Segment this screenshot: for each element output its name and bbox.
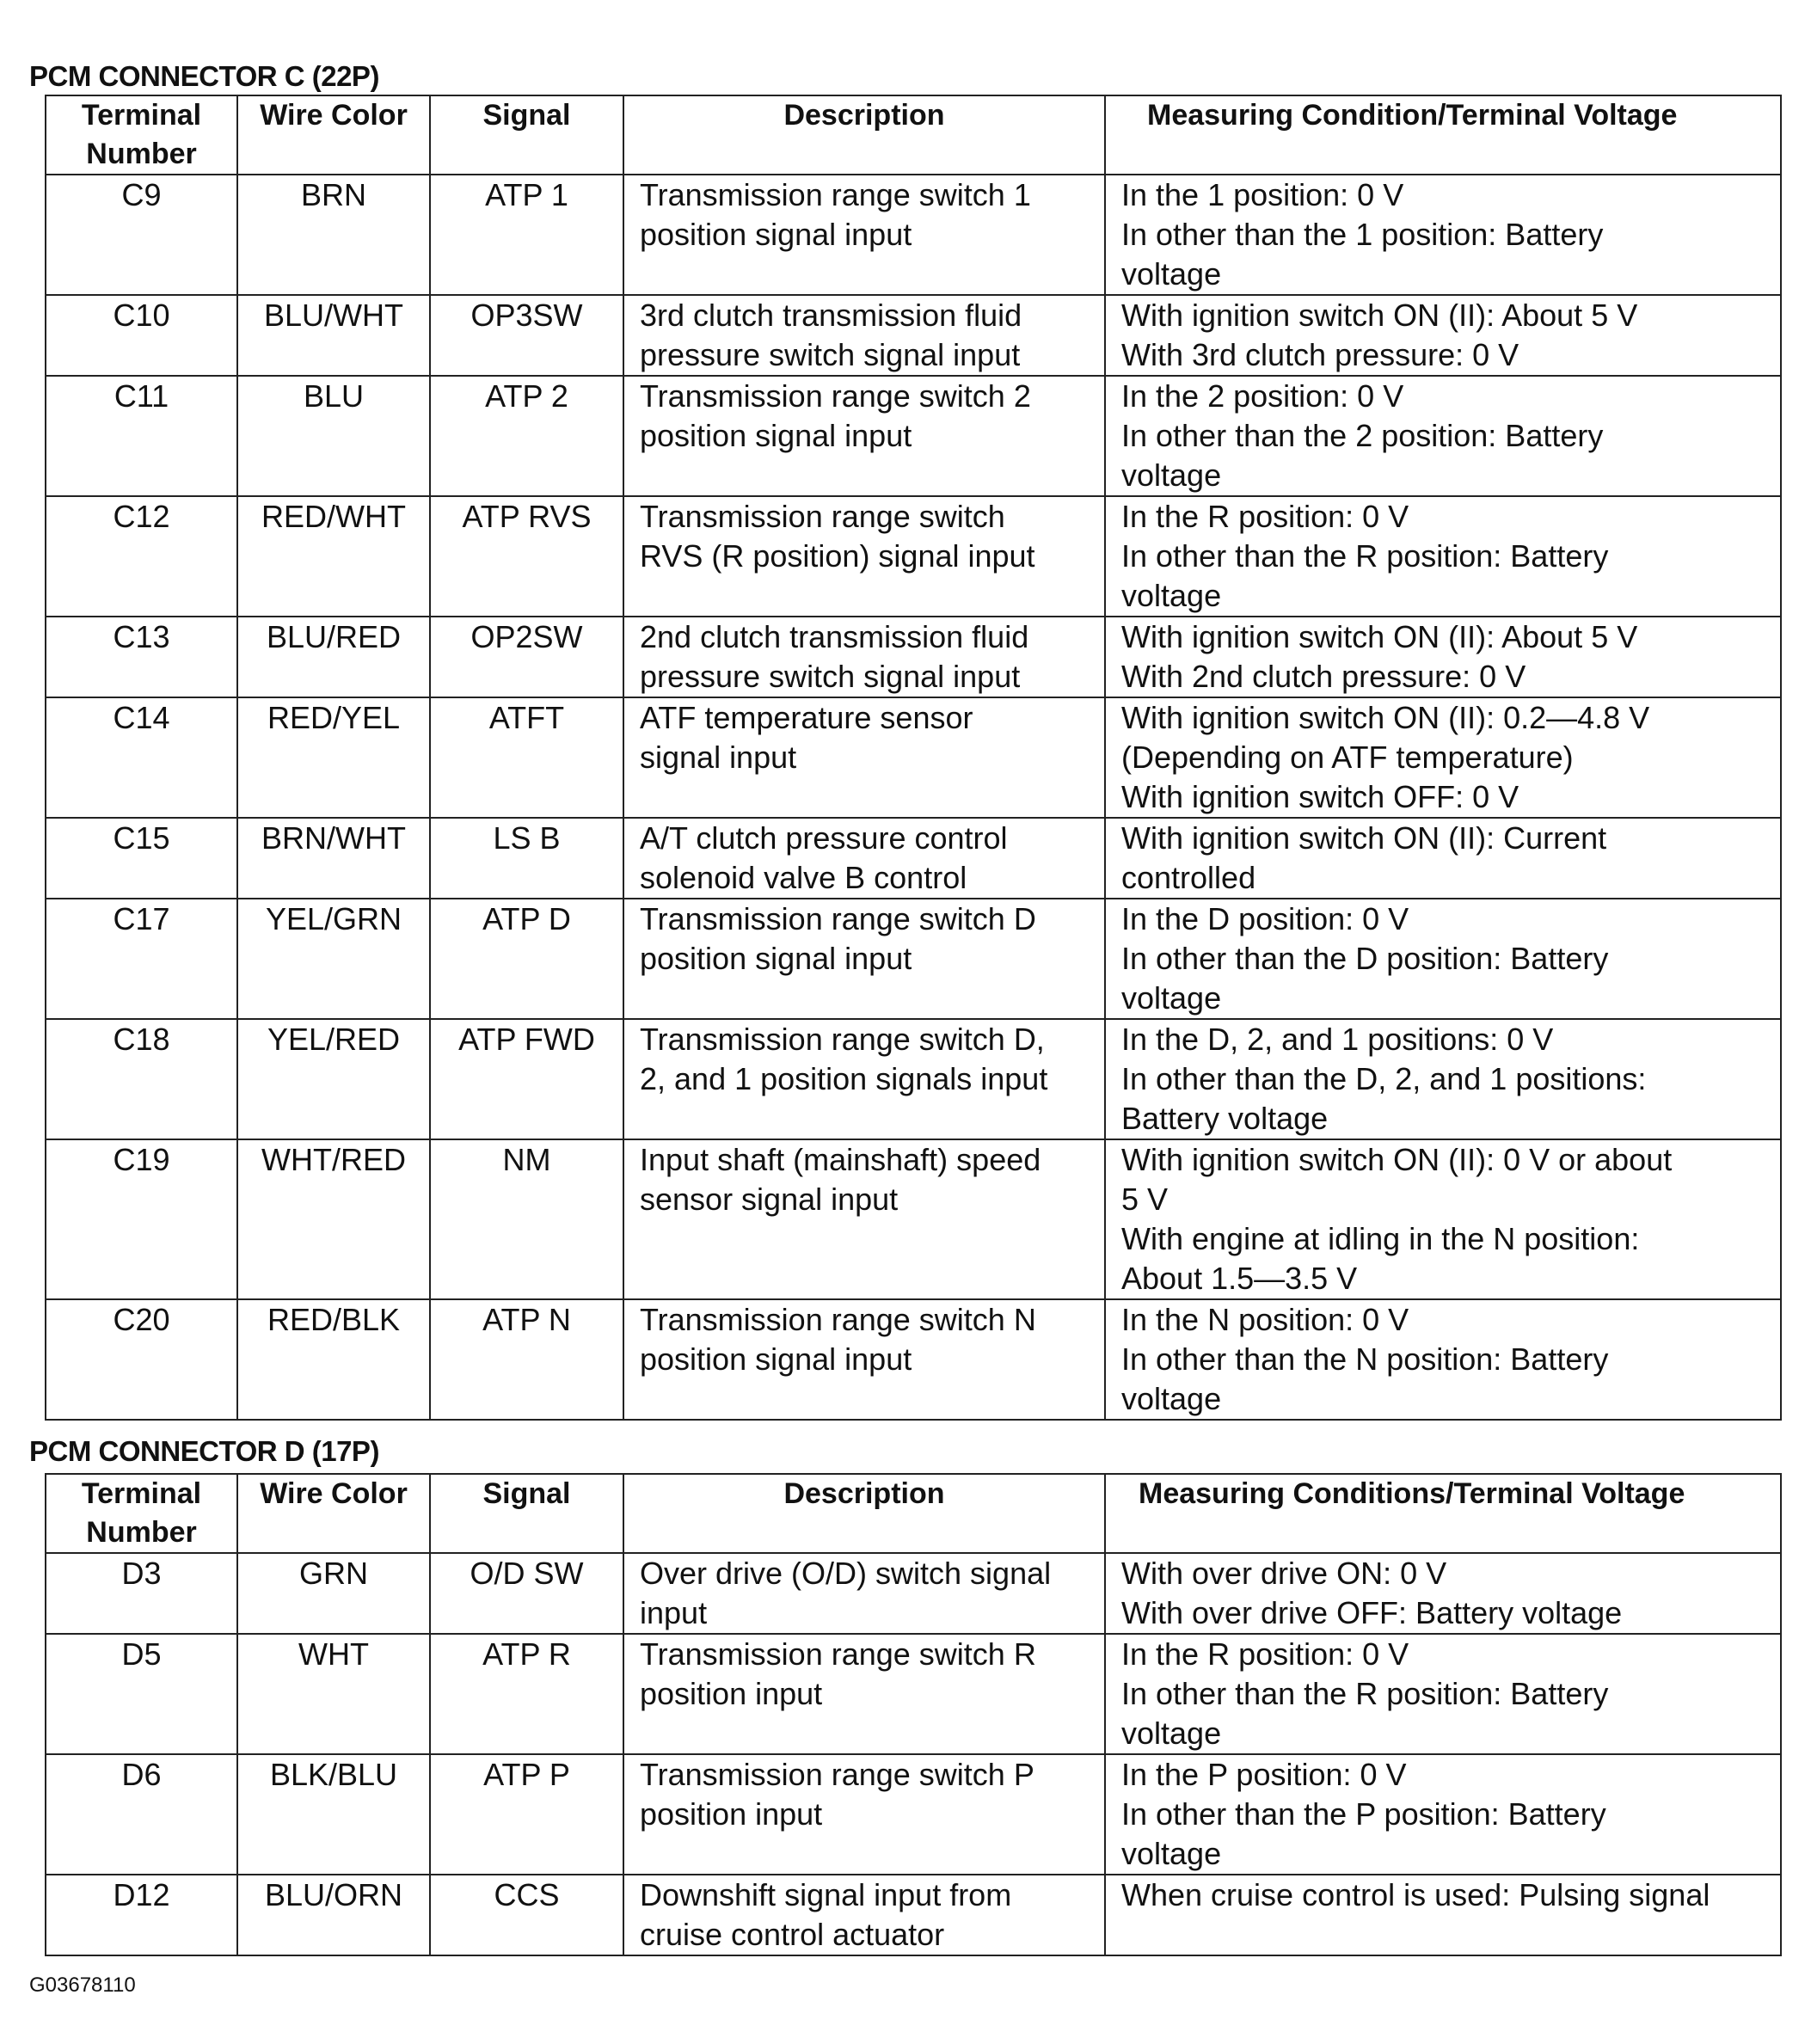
measuring-cell bbox=[1105, 617, 1781, 697]
description-cell bbox=[623, 1634, 1105, 1754]
description-cell-line: ATF temperature sensor bbox=[640, 700, 973, 735]
signal-cell: OP2SW bbox=[430, 617, 623, 697]
description-cell bbox=[623, 1019, 1105, 1139]
measuring-cell-line: controlled bbox=[1121, 860, 1256, 895]
signal-cell: ATP N bbox=[430, 1299, 623, 1420]
measuring-cell-line: In other than the P position: Battery bbox=[1121, 1796, 1606, 1832]
measuring-cell-line: About 1.5—3.5 V bbox=[1121, 1261, 1358, 1296]
description-cell-line: Transmission range switch D, bbox=[640, 1022, 1045, 1057]
wire-color-cell: BLU/WHT bbox=[237, 295, 430, 376]
measuring-cell-line: In the N position: 0 V bbox=[1121, 1302, 1409, 1337]
measuring-cell-line: voltage bbox=[1121, 457, 1222, 493]
terminal-cell: C19 bbox=[46, 1139, 237, 1299]
wire-color-cell: RED/YEL bbox=[237, 697, 430, 818]
signal-cell: LS B bbox=[430, 818, 623, 899]
measuring-cell-line: In the D, 2, and 1 positions: 0 V bbox=[1121, 1022, 1554, 1057]
measuring-cell-line: With 2nd clutch pressure: 0 V bbox=[1121, 659, 1526, 694]
measuring-cell-line: In other than the R position: Battery bbox=[1121, 538, 1609, 574]
description-cell-line: Input shaft (mainshaft) speed bbox=[640, 1142, 1041, 1177]
signal-cell: ATP RVS bbox=[430, 496, 623, 617]
measuring-cell bbox=[1105, 1754, 1781, 1875]
wire-color-cell: RED/WHT bbox=[237, 496, 430, 617]
table-row bbox=[46, 295, 1781, 376]
table-row bbox=[46, 1553, 1781, 1634]
measuring-cell bbox=[1105, 1875, 1781, 1955]
terminal-cell: C13 bbox=[46, 617, 237, 697]
signal-cell: ATP P bbox=[430, 1754, 623, 1875]
measuring-cell-line: voltage bbox=[1121, 980, 1222, 1016]
wire-color-header: Wire Color bbox=[237, 95, 430, 175]
description-cell bbox=[623, 617, 1105, 697]
description-cell-line: position signal input bbox=[640, 941, 912, 976]
measuring-cell-line: voltage bbox=[1121, 1381, 1222, 1416]
table-row bbox=[46, 376, 1781, 496]
description-cell bbox=[623, 1139, 1105, 1299]
wire-color-cell: WHT/RED bbox=[237, 1139, 430, 1299]
measuring-cell-line: In other than the 1 position: Battery bbox=[1121, 217, 1604, 252]
terminal-cell: C14 bbox=[46, 697, 237, 818]
description-cell-line: Transmission range switch R bbox=[640, 1636, 1036, 1672]
connector-c-title: PCM CONNECTOR C (22P) bbox=[29, 60, 379, 92]
connector-c-rows bbox=[46, 175, 1781, 1420]
description-cell-line: 2, and 1 position signals input bbox=[640, 1061, 1048, 1096]
description-cell bbox=[623, 697, 1105, 818]
measuring-cell-line: In other than the D position: Battery bbox=[1121, 941, 1609, 976]
measuring-cell bbox=[1105, 1299, 1781, 1420]
measuring-cell-line: voltage bbox=[1121, 256, 1222, 292]
description-cell-line: position signal input bbox=[640, 418, 912, 453]
wire-color-cell: WHT bbox=[237, 1634, 430, 1754]
measuring-cell-line: In other than the D, 2, and 1 positions: bbox=[1121, 1061, 1647, 1096]
description-cell bbox=[623, 1875, 1105, 1955]
signal-cell: NM bbox=[430, 1139, 623, 1299]
measuring-cell-line: voltage bbox=[1121, 1836, 1222, 1871]
measuring-cell-line: voltage bbox=[1121, 1716, 1222, 1751]
measuring-cell-line: With 3rd clutch pressure: 0 V bbox=[1121, 337, 1519, 372]
connector-d-rows bbox=[46, 1553, 1781, 1955]
measuring-cell-line: With over drive ON: 0 V bbox=[1121, 1556, 1447, 1591]
measuring-cell-line: In the D position: 0 V bbox=[1121, 901, 1409, 936]
table-row bbox=[46, 1634, 1781, 1754]
wire-color-cell: YEL/GRN bbox=[237, 899, 430, 1019]
terminal-cell: C10 bbox=[46, 295, 237, 376]
description-cell-line: A/T clutch pressure control bbox=[640, 820, 1008, 856]
wire-color-cell: BLU/ORN bbox=[237, 1875, 430, 1955]
terminal-number-header: Terminal Number bbox=[46, 95, 237, 175]
signal-cell: CCS bbox=[430, 1875, 623, 1955]
description-cell-line: Transmission range switch bbox=[640, 499, 1005, 534]
description-header: Description bbox=[623, 95, 1105, 175]
table-row bbox=[46, 1875, 1781, 1955]
description-cell-line: 3rd clutch transmission fluid bbox=[640, 298, 1022, 333]
measuring-cell-line: In the 1 position: 0 V bbox=[1121, 177, 1404, 212]
description-cell-line: signal input bbox=[640, 740, 797, 775]
measuring-header: Measuring Conditions/Terminal Voltage bbox=[1105, 1474, 1781, 1553]
description-cell-line: Transmission range switch D bbox=[640, 901, 1036, 936]
measuring-cell-line: Battery voltage bbox=[1121, 1101, 1329, 1136]
table-row bbox=[46, 1754, 1781, 1875]
wire-color-cell: YEL/RED bbox=[237, 1019, 430, 1139]
table-row bbox=[46, 617, 1781, 697]
connector-d-table bbox=[45, 1473, 1782, 1956]
table-row bbox=[46, 175, 1781, 295]
description-cell-line: position signal input bbox=[640, 1341, 912, 1377]
measuring-cell bbox=[1105, 697, 1781, 818]
measuring-cell-line: With ignition switch ON (II): About 5 V bbox=[1121, 298, 1638, 333]
header-row bbox=[46, 1474, 1781, 1553]
measuring-cell bbox=[1105, 1139, 1781, 1299]
header-row bbox=[46, 95, 1781, 175]
description-cell-line: Transmission range switch 1 bbox=[640, 177, 1031, 212]
terminal-cell: C12 bbox=[46, 496, 237, 617]
terminal-cell: D6 bbox=[46, 1754, 237, 1875]
description-cell-line: RVS (R position) signal input bbox=[640, 538, 1035, 574]
description-cell-line: 2nd clutch transmission fluid bbox=[640, 619, 1029, 654]
measuring-cell-line: 5 V bbox=[1121, 1182, 1169, 1217]
wire-color-cell: BLK/BLU bbox=[237, 1754, 430, 1875]
table-row bbox=[46, 697, 1781, 818]
description-cell-line: Transmission range switch N bbox=[640, 1302, 1036, 1337]
description-cell-line: Over drive (O/D) switch signal bbox=[640, 1556, 1052, 1591]
measuring-cell-line: With ignition switch ON (II): About 5 V bbox=[1121, 619, 1638, 654]
signal-cell: ATP FWD bbox=[430, 1019, 623, 1139]
measuring-cell-line: In the R position: 0 V bbox=[1121, 1636, 1409, 1672]
terminal-cell: C11 bbox=[46, 376, 237, 496]
wire-color-header: Wire Color bbox=[237, 1474, 430, 1553]
measuring-cell bbox=[1105, 1553, 1781, 1634]
description-cell-line: pressure switch signal input bbox=[640, 337, 1021, 372]
table-row bbox=[46, 1299, 1781, 1420]
measuring-cell bbox=[1105, 295, 1781, 376]
wire-color-cell: BLU/RED bbox=[237, 617, 430, 697]
measuring-cell-line: voltage bbox=[1121, 578, 1222, 613]
signal-cell: ATP 1 bbox=[430, 175, 623, 295]
description-cell-line: Transmission range switch 2 bbox=[640, 378, 1031, 414]
table-row bbox=[46, 1139, 1781, 1299]
description-cell-line: pressure switch signal input bbox=[640, 659, 1021, 694]
description-cell bbox=[623, 1299, 1105, 1420]
description-header: Description bbox=[623, 1474, 1105, 1553]
description-cell bbox=[623, 818, 1105, 899]
measuring-cell bbox=[1105, 496, 1781, 617]
measuring-cell bbox=[1105, 376, 1781, 496]
measuring-cell bbox=[1105, 175, 1781, 295]
signal-cell: OP3SW bbox=[430, 295, 623, 376]
description-cell-line: sensor signal input bbox=[640, 1182, 899, 1217]
terminal-number-header: Terminal Number bbox=[46, 1474, 237, 1553]
table-row bbox=[46, 899, 1781, 1019]
description-cell bbox=[623, 1553, 1105, 1634]
wire-color-cell: BLU bbox=[237, 376, 430, 496]
measuring-cell-line: In other than the R position: Battery bbox=[1121, 1676, 1609, 1711]
measuring-cell bbox=[1105, 1634, 1781, 1754]
measuring-cell-line: In the R position: 0 V bbox=[1121, 499, 1409, 534]
wire-color-cell: BRN/WHT bbox=[237, 818, 430, 899]
terminal-cell: C15 bbox=[46, 818, 237, 899]
measuring-cell-line: In other than the 2 position: Battery bbox=[1121, 418, 1604, 453]
terminal-cell: C20 bbox=[46, 1299, 237, 1420]
terminal-cell: C18 bbox=[46, 1019, 237, 1139]
description-cell-line: position input bbox=[640, 1676, 823, 1711]
measuring-cell bbox=[1105, 1019, 1781, 1139]
measuring-cell-line: With over drive OFF: Battery voltage bbox=[1121, 1595, 1623, 1630]
description-cell bbox=[623, 496, 1105, 617]
table-row bbox=[46, 818, 1781, 899]
measuring-cell-line: (Depending on ATF temperature) bbox=[1121, 740, 1574, 775]
table-row bbox=[46, 496, 1781, 617]
description-cell bbox=[623, 899, 1105, 1019]
terminal-cell: C9 bbox=[46, 175, 237, 295]
table-row bbox=[46, 1019, 1781, 1139]
description-cell bbox=[623, 295, 1105, 376]
measuring-cell-line: With ignition switch ON (II): Current bbox=[1121, 820, 1607, 856]
signal-cell: ATP D bbox=[430, 899, 623, 1019]
description-cell-line: input bbox=[640, 1595, 708, 1630]
measuring-cell-line: In the P position: 0 V bbox=[1121, 1757, 1407, 1792]
measuring-header: Measuring Condition/Terminal Voltage bbox=[1105, 95, 1781, 175]
terminal-cell: C17 bbox=[46, 899, 237, 1019]
signal-cell: ATFT bbox=[430, 697, 623, 818]
signal-cell: O/D SW bbox=[430, 1553, 623, 1634]
description-cell bbox=[623, 1754, 1105, 1875]
signal-header: Signal bbox=[430, 95, 623, 175]
description-cell-line: position input bbox=[640, 1796, 823, 1832]
measuring-cell-line: When cruise control is used: Pulsing signal bbox=[1121, 1877, 1710, 1912]
measuring-cell-line: In the 2 position: 0 V bbox=[1121, 378, 1404, 414]
description-cell bbox=[623, 175, 1105, 295]
description-cell-line: position signal input bbox=[640, 217, 912, 252]
measuring-cell-line: With engine at idling in the N position: bbox=[1121, 1221, 1640, 1256]
wire-color-cell: RED/BLK bbox=[237, 1299, 430, 1420]
description-cell-line: Transmission range switch P bbox=[640, 1757, 1034, 1792]
measuring-cell-line: With ignition switch ON (II): 0.2—4.8 V bbox=[1121, 700, 1650, 735]
wire-color-cell: GRN bbox=[237, 1553, 430, 1634]
description-cell-line: solenoid valve B control bbox=[640, 860, 967, 895]
signal-header: Signal bbox=[430, 1474, 623, 1553]
description-cell-line: Downshift signal input from bbox=[640, 1877, 1012, 1912]
signal-cell: ATP 2 bbox=[430, 376, 623, 496]
connector-d-title: PCM CONNECTOR D (17P) bbox=[29, 1435, 379, 1467]
measuring-cell-line: With ignition switch OFF: 0 V bbox=[1121, 779, 1519, 814]
measuring-cell bbox=[1105, 899, 1781, 1019]
terminal-cell: D12 bbox=[46, 1875, 237, 1955]
measuring-cell bbox=[1105, 818, 1781, 899]
description-cell bbox=[623, 376, 1105, 496]
measuring-cell-line: In other than the N position: Battery bbox=[1121, 1341, 1609, 1377]
figure-code: G03678110 bbox=[29, 1973, 136, 1997]
description-cell-line: cruise control actuator bbox=[640, 1917, 945, 1952]
measuring-cell-line: With ignition switch ON (II): 0 V or about bbox=[1121, 1142, 1673, 1177]
terminal-cell: D5 bbox=[46, 1634, 237, 1754]
wire-color-cell: BRN bbox=[237, 175, 430, 295]
signal-cell: ATP R bbox=[430, 1634, 623, 1754]
connector-c-table bbox=[45, 95, 1782, 1421]
terminal-cell: D3 bbox=[46, 1553, 237, 1634]
